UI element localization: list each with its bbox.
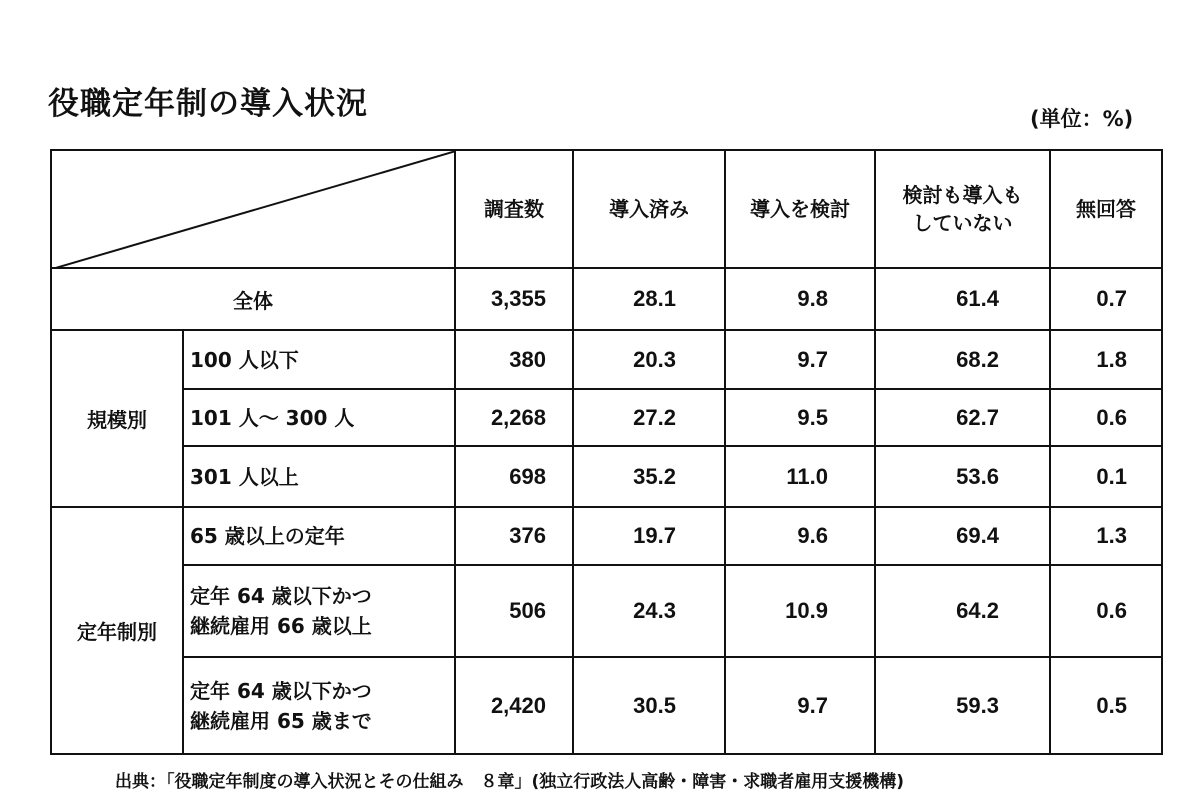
cell-introduced: 19.7 xyxy=(573,507,725,565)
group-label-size: 規模別 xyxy=(51,330,183,507)
header-not-considered-line1: 検討も導入も xyxy=(902,183,1023,207)
total-considering: 9.8 xyxy=(725,268,875,330)
table-row xyxy=(51,446,1162,507)
cell-introduced: 20.3 xyxy=(573,330,725,389)
cell-not-considered: 68.2 xyxy=(875,330,1050,389)
cell-considering: 9.7 xyxy=(725,330,875,389)
row-label: 100 人以下 xyxy=(183,330,455,389)
total-row xyxy=(51,268,1162,330)
cell-no-answer: 0.1 xyxy=(1050,446,1162,507)
row-label-line2: 継続雇用 65 歳まで xyxy=(190,708,372,733)
cell-survey: 376 xyxy=(455,507,573,565)
cell-not-considered: 64.2 xyxy=(875,565,1050,657)
diagonal-line xyxy=(52,151,456,269)
cell-no-answer: 0.6 xyxy=(1050,565,1162,657)
cell-survey: 698 xyxy=(455,446,573,507)
cell-no-answer: 0.5 xyxy=(1050,657,1162,754)
table-row xyxy=(51,657,1162,754)
header-not-considered-line2: していない xyxy=(912,211,1013,235)
cell-considering: 9.7 xyxy=(725,657,875,754)
cell-considering: 11.0 xyxy=(725,446,875,507)
header-no-answer: 無回答 xyxy=(1050,150,1162,268)
row-label: 65 歳以上の定年 xyxy=(183,507,455,565)
total-survey: 3,355 xyxy=(455,268,573,330)
group-label-retirement: 定年制別 xyxy=(51,507,183,754)
cell-introduced: 24.3 xyxy=(573,565,725,657)
source-citation: 出典：「役職定年制度の導入状況とその仕組み ８章」(独立行政法人高齢・障害・求職者雇用支援機構) xyxy=(115,772,905,792)
table-row xyxy=(51,389,1162,446)
cell-no-answer: 1.3 xyxy=(1050,507,1162,565)
cell-no-answer: 1.8 xyxy=(1050,330,1162,389)
cell-introduced: 30.5 xyxy=(573,657,725,754)
cell-survey: 2,420 xyxy=(455,657,573,754)
header-not-considered xyxy=(875,150,1050,268)
cell-not-considered: 62.7 xyxy=(875,389,1050,446)
corner-cell xyxy=(51,150,455,268)
cell-no-answer: 0.6 xyxy=(1050,389,1162,446)
header-row xyxy=(51,150,1162,268)
table-row xyxy=(51,507,1162,565)
total-introduced: 28.1 xyxy=(573,268,725,330)
header-survey: 調査数 xyxy=(455,150,573,268)
row-label-line1: 定年 64 歳以下かつ xyxy=(190,678,372,703)
cell-not-considered: 59.3 xyxy=(875,657,1050,754)
row-label xyxy=(183,657,455,754)
cell-not-considered: 53.6 xyxy=(875,446,1050,507)
cell-survey: 380 xyxy=(455,330,573,389)
row-label xyxy=(183,565,455,657)
header-considering: 導入を検討 xyxy=(725,150,875,268)
total-not-considered: 61.4 xyxy=(875,268,1050,330)
row-label-line2: 継続雇用 66 歳以上 xyxy=(190,614,372,638)
cell-considering: 10.9 xyxy=(725,565,875,657)
cell-survey: 2,268 xyxy=(455,389,573,446)
cell-introduced: 27.2 xyxy=(573,389,725,446)
table-row xyxy=(51,330,1162,389)
table-row xyxy=(51,565,1162,657)
row-label-line1: 定年 64 歳以下かつ xyxy=(190,584,372,608)
statistics-table xyxy=(50,149,1163,755)
cell-introduced: 35.2 xyxy=(573,446,725,507)
cell-survey: 506 xyxy=(455,565,573,657)
header-introduced: 導入済み xyxy=(573,150,725,268)
unit-note: (単位：%) xyxy=(1030,107,1134,131)
total-no-answer: 0.7 xyxy=(1050,268,1162,330)
cell-not-considered: 69.4 xyxy=(875,507,1050,565)
cell-considering: 9.5 xyxy=(725,389,875,446)
total-label: 全体 xyxy=(51,268,455,330)
page-title: 役職定年制の導入状況 xyxy=(48,86,368,122)
row-label: 301 人以上 xyxy=(183,446,455,507)
row-label: 101 人～ 300 人 xyxy=(183,389,455,446)
cell-considering: 9.6 xyxy=(725,507,875,565)
